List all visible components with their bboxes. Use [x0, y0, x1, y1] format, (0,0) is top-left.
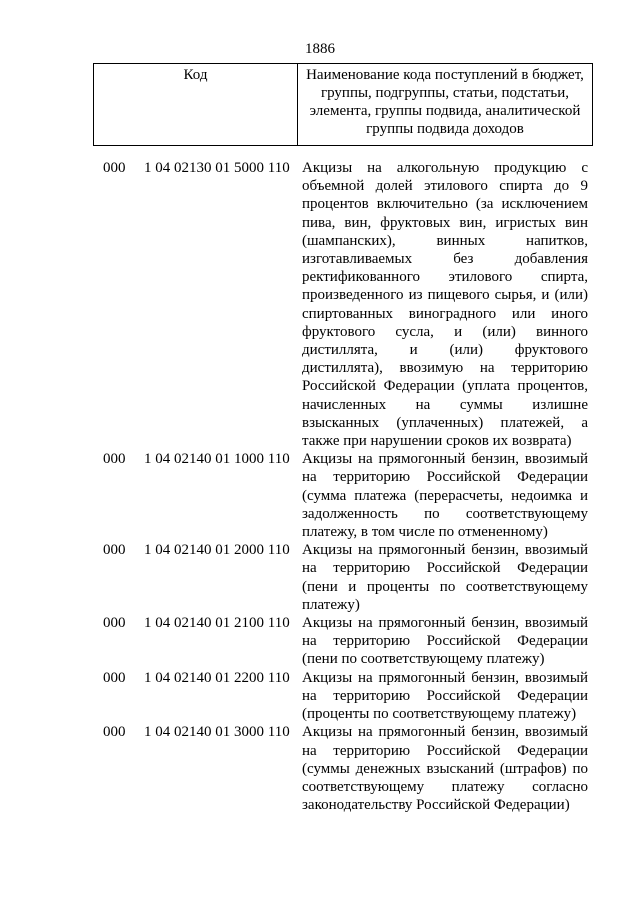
table-header [93, 63, 593, 146]
header-code-label: Код [94, 64, 298, 145]
income-code: 1 04 02140 01 2100 110 [144, 615, 290, 632]
income-description: Акцизы на прямогонный бензин, ввозимый на территорию Российской Федерации (суммы денежных взысканий (штрафов) по соответствующему платежу согласно законодательству Российской Федерации) [302, 724, 588, 814]
admin-code: 000 [103, 451, 126, 468]
header-name-label: Наименование кода поступлений в бюджет, группы, подгруппы, статьи, подстатьи, элемента, группы подвида, аналитической группы подвида доходов [306, 67, 584, 137]
table-row [0, 723, 640, 814]
income-code: 1 04 02140 01 3000 110 [144, 724, 290, 741]
admin-code: 000 [103, 160, 126, 176]
income-description: Акцизы на алкогольную продукцию с объемной долей этилового спирта до 9 процентов включительно (за исключением пива, вин, фруктовых вин, игристых вин (шампанских), винных напитков, изготавливаемых без добавления ректификованного этилового спирта, произведенного из пищевого сырья, и (или) спиртованных виноградного или иного фруктового сусла, и (или) винного дистиллята, и (или) фруктового дистиллята), ввозимую на территорию Российской Федерации (уплата процентов, начисленных на суммы излишне взысканных (уплаченных) платежей, а также при нарушении сроков их возврата) [302, 160, 588, 450]
table-row [0, 450, 640, 541]
income-description: Акцизы на прямогонный бензин, ввозимый на территорию Российской Федерации (пени по соответствующему платежу) [302, 615, 588, 668]
income-code: 1 04 02140 01 2200 110 [144, 669, 290, 686]
admin-code: 000 [103, 542, 126, 559]
admin-code: 000 [103, 669, 126, 686]
table-row [0, 614, 640, 669]
table-row [0, 541, 640, 614]
income-description: Акцизы на прямогонный бензин, ввозимый на территорию Российской Федерации (проценты по соответствующему платежу) [302, 669, 588, 723]
income-code: 1 04 02140 01 2000 110 [144, 542, 290, 559]
income-code: 1 04 02130 01 5000 110 [144, 160, 290, 176]
income-description: Акцизы на прямогонный бензин, ввозимый на территорию Российской Федерации (сумма платежа (перерасчеты, недоимка и задолженность по соответствующему платежу, в том числе по отмененному) [302, 451, 588, 541]
page-number: 1886 [305, 41, 335, 57]
income-code: 1 04 02140 01 1000 110 [144, 451, 290, 468]
income-description: Акцизы на прямогонный бензин, ввозимый на территорию Российской Федерации (пени и проценты по соответствующему платежу) [302, 542, 588, 613]
admin-code: 000 [103, 724, 126, 741]
table-row [0, 159, 640, 450]
admin-code: 000 [103, 615, 126, 632]
table-row [0, 669, 640, 724]
income-code-list [0, 159, 640, 814]
